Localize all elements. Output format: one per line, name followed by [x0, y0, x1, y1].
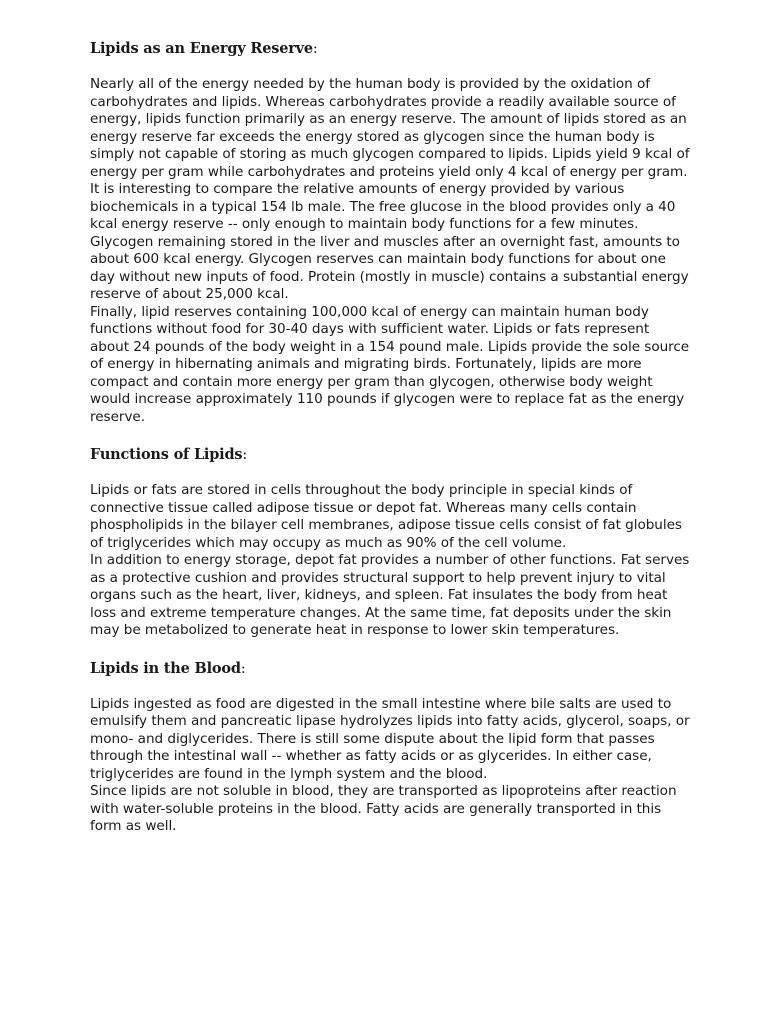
section-blood: [90, 660, 690, 836]
paragraph: Lipids ingested as food are digested in the small intestine where bile salts are used to emulsify them and pancreatic lipase hydrolyzes lipids into fatty acids, glycerol, soaps, or mono- and diglycerides. There is still some dispute about the lipid form that passes through the intestinal wall -- whether as fatty acids or as glycerides. In either case, triglycerides are found in the lymph system and the blood.: [90, 695, 690, 782]
section-heading: Lipids as an Energy Reserve:: [90, 40, 318, 57]
paragraph: Finally, lipid reserves containing 100,000 kcal of energy can maintain human body functions without food for 30-40 days with sufficient water. Lipids or fats represent about 24 pounds of the body weight in a 154 pound male. Lipids provide the sole source of energy in hibernating animals and migrating birds. Fortunately, lipids are more compact and contain more energy per gram than glycogen, otherwise body weight would increase approximately 110 pounds if glycogen were to replace fat as the energy reserve.: [90, 303, 690, 425]
paragraph: In addition to energy storage, depot fat provides a number of other functions. Fat serves as a protective cushion and provides structural support to help prevent injury to vital organs such as the heart, liver, kidneys, and spleen. Fat insulates the body from heat loss and extreme temperature changes. At the same time, fat deposits under the skin may be metabolized to generate heat in response to lower skin temperatures.: [90, 552, 690, 638]
paragraph: It is interesting to compare the relative amounts of energy provided by various biochemicals in a typical 154 lb male. The free glucose in the blood provides only a 40 kcal energy reserve -- only enough to maintain body functions for a few minutes. Glycogen remaining stored in the liver and muscles after an overnight fast, amounts to about 600 kcal energy. Glycogen reserves can maintain body functions for about one day without new inputs of food. Protein (mostly in muscle) contains a substantial energy reserve of about 25,000 kcal.: [90, 181, 689, 302]
paragraph: Nearly all of the energy needed by the human body is provided by the oxidation of carbohydrates and lipids. Whereas carbohydrates provide a readily available source of energy, lipids function primarily as an energy reserve. The amount of lipids stored as an energy reserve far exceeds the energy stored as glycogen since the human body is simply not capable of storing as much glycogen compared to lipids. Lipids yield 9 kcal of energy per gram while carbohydrates and proteins yield only 4 kcal of energy per gram.: [90, 76, 690, 180]
section-energy-reserve: [90, 40, 690, 426]
section-heading: Functions of Lipids:: [90, 446, 248, 463]
paragraph: Since lipids are not soluble in blood, they are transported as lipoproteins after reaction with water-soluble proteins in the blood. Fatty acids are generally transported in this form as well.: [90, 783, 677, 834]
section-heading: Lipids in the Blood:: [90, 659, 246, 677]
document-page: [90, 40, 690, 856]
paragraph: Lipids or fats are stored in cells throughout the body principle in special kinds of connective tissue called adipose tissue or depot fat. Whereas many cells contain phospholipids in the bilayer cell membranes, adipose tissue cells consist of fat globules of triglycerides which may occupy as much as 90% of the cell volume.: [90, 482, 682, 551]
section-functions: [90, 446, 690, 640]
